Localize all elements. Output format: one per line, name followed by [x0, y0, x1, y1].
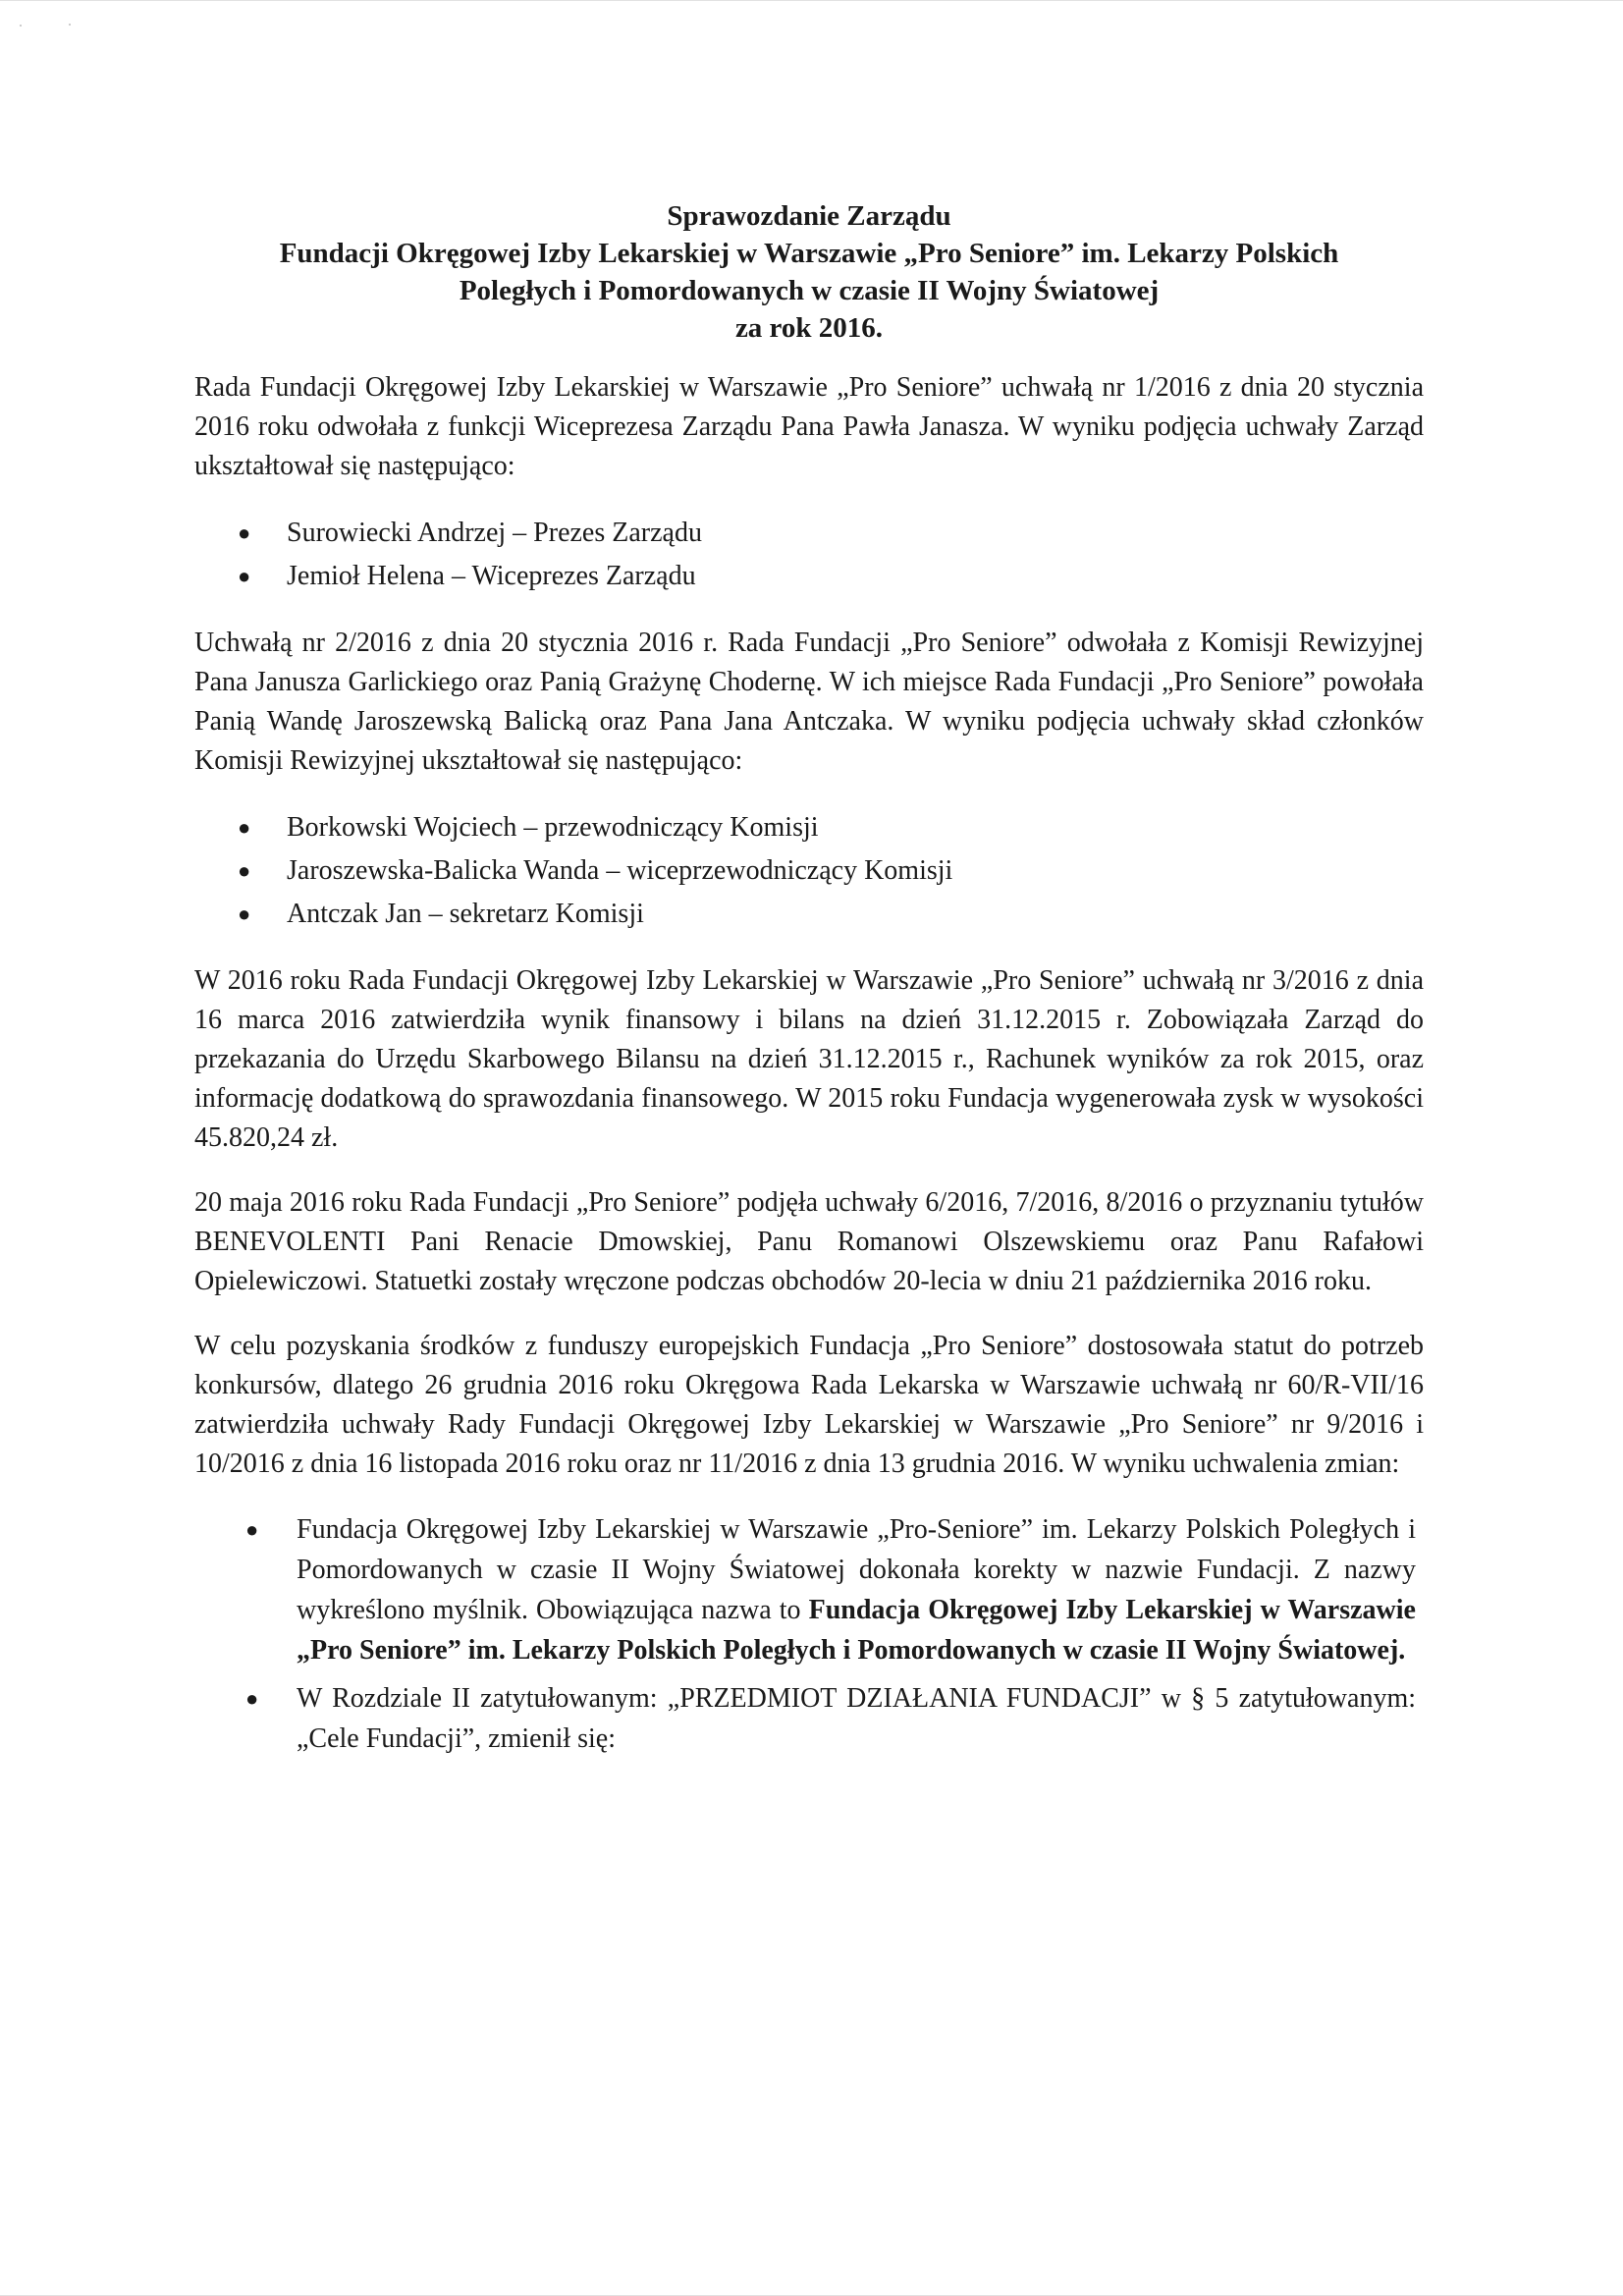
- list-item: [194, 512, 1424, 555]
- list-item: [194, 806, 1424, 849]
- title-line: Sprawozdanie Zarządu: [667, 200, 951, 232]
- list-item: [194, 849, 1424, 893]
- list-item-text: Jemioł Helena – Wiceprezes Zarządu: [287, 561, 696, 591]
- document-title: [194, 197, 1424, 347]
- scan-speck: [20, 25, 22, 27]
- list-item: [194, 1678, 1424, 1759]
- commission-members-list: [194, 806, 1424, 936]
- statute-changes-list: [194, 1509, 1424, 1759]
- list-item-text: Borkowski Wojciech – przewodniczący Komisji: [287, 812, 819, 843]
- title-line: Fundacji Okręgowej Izby Lekarskiej w Warszawie „Pro Seniore” im. Lekarzy Polskich: [279, 238, 1339, 269]
- bullet-icon: ●: [238, 520, 251, 545]
- paragraph-commission-change: Uchwałą nr 2/2016 z dnia 20 stycznia 2016 r. Rada Fundacji „Pro Seniore” odwołała z Komisji Rewizyjnej Pana Janusza Garlickiego oraz Panią Grażynę Chodernę. W ich miejsce Rada Fundacji „Pro Seniore” powołała Panią Wandę Jaroszewską Balicką oraz Pana Jana Antczaka. W wyniku podjęcia uchwały skład członków Komisji Rewizyjnej ukształtował się następująco:: [194, 628, 1424, 776]
- bullet-icon: ●: [245, 1686, 259, 1711]
- list-item-text: Surowiecki Andrzej – Prezes Zarządu: [287, 518, 702, 548]
- title-line: za rok 2016.: [734, 312, 884, 344]
- title-line: Poległych i Pomordowanych w czasie II Wojny Światowej: [459, 275, 1160, 306]
- list-item: [194, 555, 1424, 598]
- list-item: [194, 893, 1424, 936]
- list-item-text: Fundacja Okręgowej Izby Lekarskiej w Warszawie „Pro-Seniore” im. Lekarzy Polskich Poległych i Pomordowanych w czasie II Wojny Światowej dokonała korekty w nazwie Fundacji. Z nazwy wykreślono myślnik. Obowiązująca nazwa to: [297, 1514, 1416, 1625]
- paragraph-benevolenti: 20 maja 2016 roku Rada Fundacji „Pro Seniore” podjęła uchwały 6/2016, 7/2016, 8/2016 o przyznaniu tytułów BENEVOLENTI Pani Renacie Dmowskiej, Panu Romanowi Olszewskiemu oraz Panu Rafałowi Opielewiczowi. Statuetki zostały wręczone podczas obchodów 20-lecia w dniu 21 października 2016 roku.: [194, 1187, 1424, 1296]
- list-item-text: Jaroszewska-Balicka Wanda – wiceprzewodniczący Komisji: [287, 855, 953, 886]
- board-members-list: [194, 512, 1424, 598]
- paragraph-financial-result: W 2016 roku Rada Fundacji Okręgowej Izby Lekarskiej w Warszawie „Pro Seniore” uchwałą nr 3/2016 z dnia 16 marca 2016 zatwierdziła wynik finansowy i bilans na dzień 31.12.2015 r. Zobowiązała Zarząd do przekazania do Urzędu Skarbowego Bilansu na dzień 31.12.2015 r., Rachunek wyników za rok 2015, oraz informację dodatkową do sprawozdania finansowego. W 2015 roku Fundacja wygenerowała zysk w wysokości 45.820,24 zł.: [194, 965, 1424, 1153]
- bullet-icon: ●: [238, 858, 251, 883]
- official-foundation-name: Fundacja Okręgowej Izby Lekarskiej w Warszawie „Pro Seniore” im. Lekarzy Polskich Poległych i Pomordowanych w czasie II Wojny Światowej.: [297, 1595, 1416, 1666]
- bullet-icon: ●: [245, 1517, 259, 1542]
- bullet-icon: ●: [238, 564, 251, 588]
- bullet-icon: ●: [238, 902, 251, 926]
- list-item-text: Antczak Jan – sekretarz Komisji: [287, 899, 644, 929]
- scan-speck: [69, 24, 71, 26]
- bullet-icon: ●: [238, 815, 251, 840]
- paragraph-board-change: Rada Fundacji Okręgowej Izby Lekarskiej w Warszawie „Pro Seniore” uchwałą nr 1/2016 z dnia 20 stycznia 2016 roku odwołała z funkcji Wiceprezesa Zarządu Pana Pawła Janasza. W wyniku podjęcia uchwały Zarząd ukształtował się następująco:: [194, 372, 1424, 481]
- document-body: [194, 197, 1424, 1784]
- list-item-text: W Rozdziale II zatytułowanym: „PRZEDMIOT DZIAŁANIA FUNDACJI” w § 5 zatytułowanym: „Cele Fundacji”, zmienił się:: [297, 1683, 1416, 1754]
- list-item: [194, 1509, 1424, 1670]
- paragraph-statute-changes: W celu pozyskania środków z funduszy europejskich Fundacja „Pro Seniore” dostosowała statut do potrzeb konkursów, dlatego 26 grudnia 2016 roku Okręgowa Rada Lekarska w Warszawie uchwałą nr 60/R-VII/16 zatwierdziła uchwały Rady Fundacji Okręgowej Izby Lekarskiej w Warszawie „Pro Seniore” nr 9/2016 i 10/2016 z dnia 16 listopada 2016 roku oraz nr 11/2016 z dnia 13 grudnia 2016. W wyniku uchwalenia zmian:: [194, 1331, 1424, 1479]
